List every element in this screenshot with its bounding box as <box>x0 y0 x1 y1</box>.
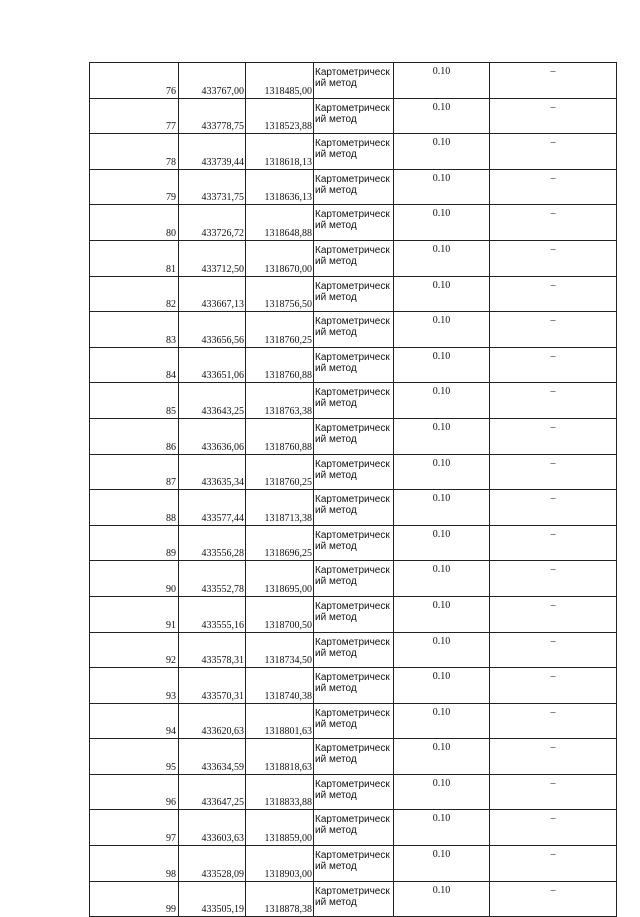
table-row <box>90 846 617 882</box>
point-number-cell: 85 <box>90 383 179 419</box>
y-coordinate-cell: 1318740,38 <box>246 668 314 704</box>
point-number-cell: 84 <box>90 347 179 383</box>
precision-cell: 0.10 <box>394 810 490 846</box>
y-coordinate-cell: 1318523,88 <box>246 98 314 134</box>
point-number-cell: 90 <box>90 561 179 597</box>
y-coordinate-cell: 1318700,50 <box>246 596 314 632</box>
point-number-cell: 82 <box>90 276 179 312</box>
precision-cell: 0.10 <box>394 169 490 205</box>
y-coordinate-cell: 1318696,25 <box>246 525 314 561</box>
coordinates-table-body <box>90 63 617 917</box>
y-coordinate-cell: 1318833,88 <box>246 774 314 810</box>
method-cell: Картометрический метод <box>314 169 394 205</box>
point-number-cell: 88 <box>90 490 179 526</box>
point-number-cell: 83 <box>90 312 179 348</box>
x-coordinate-cell: 433578,31 <box>179 632 246 668</box>
table-row <box>90 561 617 597</box>
point-number-cell: 80 <box>90 205 179 241</box>
point-number-cell: 76 <box>90 63 179 99</box>
x-coordinate-cell: 433556,28 <box>179 525 246 561</box>
precision-cell: 0.10 <box>394 490 490 526</box>
table-row <box>90 881 617 917</box>
table-row <box>90 774 617 810</box>
x-coordinate-cell: 433667,13 <box>179 276 246 312</box>
note-cell: – <box>490 312 617 348</box>
precision-cell: 0.10 <box>394 276 490 312</box>
precision-cell: 0.10 <box>394 846 490 882</box>
table-row <box>90 169 617 205</box>
note-cell: – <box>490 347 617 383</box>
method-cell: Картометрический метод <box>314 98 394 134</box>
precision-cell: 0.10 <box>394 347 490 383</box>
point-number-cell: 81 <box>90 240 179 276</box>
x-coordinate-cell: 433739,44 <box>179 134 246 170</box>
point-number-cell: 99 <box>90 881 179 917</box>
table-row <box>90 63 617 99</box>
note-cell: – <box>490 596 617 632</box>
table-row <box>90 668 617 704</box>
coordinates-table <box>89 62 617 917</box>
precision-cell: 0.10 <box>394 632 490 668</box>
point-number-cell: 86 <box>90 418 179 454</box>
point-number-cell: 98 <box>90 846 179 882</box>
x-coordinate-cell: 433634,59 <box>179 739 246 775</box>
method-cell: Картометрический метод <box>314 383 394 419</box>
method-cell: Картометрический метод <box>314 490 394 526</box>
note-cell: – <box>490 774 617 810</box>
note-cell: – <box>490 703 617 739</box>
x-coordinate-cell: 433647,25 <box>179 774 246 810</box>
table-row <box>90 810 617 846</box>
table-row <box>90 632 617 668</box>
y-coordinate-cell: 1318878,38 <box>246 881 314 917</box>
x-coordinate-cell: 433778,75 <box>179 98 246 134</box>
x-coordinate-cell: 433505,19 <box>179 881 246 917</box>
note-cell: – <box>490 276 617 312</box>
table-row <box>90 276 617 312</box>
note-cell: – <box>490 240 617 276</box>
x-coordinate-cell: 433555,16 <box>179 596 246 632</box>
y-coordinate-cell: 1318763,38 <box>246 383 314 419</box>
table-row <box>90 205 617 241</box>
point-number-cell: 97 <box>90 810 179 846</box>
method-cell: Картометрический метод <box>314 418 394 454</box>
point-number-cell: 96 <box>90 774 179 810</box>
table-row <box>90 418 617 454</box>
note-cell: – <box>490 98 617 134</box>
precision-cell: 0.10 <box>394 668 490 704</box>
y-coordinate-cell: 1318760,88 <box>246 418 314 454</box>
point-number-cell: 93 <box>90 668 179 704</box>
y-coordinate-cell: 1318636,13 <box>246 169 314 205</box>
x-coordinate-cell: 433552,78 <box>179 561 246 597</box>
table-row <box>90 98 617 134</box>
precision-cell: 0.10 <box>394 703 490 739</box>
method-cell: Картометрический метод <box>314 703 394 739</box>
x-coordinate-cell: 433636,06 <box>179 418 246 454</box>
point-number-cell: 91 <box>90 596 179 632</box>
x-coordinate-cell: 433712,50 <box>179 240 246 276</box>
method-cell: Картометрический метод <box>314 668 394 704</box>
method-cell: Картометрический метод <box>314 347 394 383</box>
y-coordinate-cell: 1318756,50 <box>246 276 314 312</box>
precision-cell: 0.10 <box>394 881 490 917</box>
precision-cell: 0.10 <box>394 312 490 348</box>
y-coordinate-cell: 1318734,50 <box>246 632 314 668</box>
y-coordinate-cell: 1318648,88 <box>246 205 314 241</box>
y-coordinate-cell: 1318859,00 <box>246 810 314 846</box>
table-row <box>90 596 617 632</box>
precision-cell: 0.10 <box>394 63 490 99</box>
table-row <box>90 739 617 775</box>
precision-cell: 0.10 <box>394 596 490 632</box>
precision-cell: 0.10 <box>394 454 490 490</box>
method-cell: Картометрический метод <box>314 240 394 276</box>
table-row <box>90 312 617 348</box>
point-number-cell: 92 <box>90 632 179 668</box>
precision-cell: 0.10 <box>394 418 490 454</box>
x-coordinate-cell: 433643,25 <box>179 383 246 419</box>
x-coordinate-cell: 433635,34 <box>179 454 246 490</box>
table-row <box>90 134 617 170</box>
method-cell: Картометрический метод <box>314 774 394 810</box>
table-row <box>90 240 617 276</box>
point-number-cell: 87 <box>90 454 179 490</box>
x-coordinate-cell: 433620,63 <box>179 703 246 739</box>
precision-cell: 0.10 <box>394 774 490 810</box>
note-cell: – <box>490 205 617 241</box>
note-cell: – <box>490 490 617 526</box>
precision-cell: 0.10 <box>394 240 490 276</box>
y-coordinate-cell: 1318713,38 <box>246 490 314 526</box>
y-coordinate-cell: 1318818,63 <box>246 739 314 775</box>
note-cell: – <box>490 418 617 454</box>
y-coordinate-cell: 1318695,00 <box>246 561 314 597</box>
precision-cell: 0.10 <box>394 134 490 170</box>
precision-cell: 0.10 <box>394 383 490 419</box>
point-number-cell: 89 <box>90 525 179 561</box>
method-cell: Картометрический метод <box>314 63 394 99</box>
note-cell: – <box>490 632 617 668</box>
table-row <box>90 347 617 383</box>
note-cell: – <box>490 169 617 205</box>
table-row <box>90 490 617 526</box>
method-cell: Картометрический метод <box>314 525 394 561</box>
method-cell: Картометрический метод <box>314 454 394 490</box>
note-cell: – <box>490 810 617 846</box>
note-cell: – <box>490 739 617 775</box>
y-coordinate-cell: 1318801,63 <box>246 703 314 739</box>
table-row <box>90 454 617 490</box>
y-coordinate-cell: 1318760,88 <box>246 347 314 383</box>
precision-cell: 0.10 <box>394 525 490 561</box>
y-coordinate-cell: 1318618,13 <box>246 134 314 170</box>
precision-cell: 0.10 <box>394 205 490 241</box>
method-cell: Картометрический метод <box>314 596 394 632</box>
y-coordinate-cell: 1318485,00 <box>246 63 314 99</box>
note-cell: – <box>490 881 617 917</box>
table-row <box>90 525 617 561</box>
note-cell: – <box>490 846 617 882</box>
x-coordinate-cell: 433528,09 <box>179 846 246 882</box>
point-number-cell: 77 <box>90 98 179 134</box>
precision-cell: 0.10 <box>394 561 490 597</box>
method-cell: Картометрический метод <box>314 810 394 846</box>
table-row <box>90 383 617 419</box>
note-cell: – <box>490 134 617 170</box>
x-coordinate-cell: 433651,06 <box>179 347 246 383</box>
note-cell: – <box>490 561 617 597</box>
method-cell: Картометрический метод <box>314 739 394 775</box>
method-cell: Картометрический метод <box>314 134 394 170</box>
note-cell: – <box>490 63 617 99</box>
precision-cell: 0.10 <box>394 98 490 134</box>
x-coordinate-cell: 433656,56 <box>179 312 246 348</box>
y-coordinate-cell: 1318760,25 <box>246 454 314 490</box>
x-coordinate-cell: 433570,31 <box>179 668 246 704</box>
point-number-cell: 95 <box>90 739 179 775</box>
note-cell: – <box>490 668 617 704</box>
method-cell: Картометрический метод <box>314 205 394 241</box>
table-row <box>90 703 617 739</box>
y-coordinate-cell: 1318760,25 <box>246 312 314 348</box>
method-cell: Картометрический метод <box>314 881 394 917</box>
point-number-cell: 78 <box>90 134 179 170</box>
x-coordinate-cell: 433577,44 <box>179 490 246 526</box>
method-cell: Картометрический метод <box>314 632 394 668</box>
method-cell: Картометрический метод <box>314 312 394 348</box>
x-coordinate-cell: 433767,00 <box>179 63 246 99</box>
x-coordinate-cell: 433726,72 <box>179 205 246 241</box>
method-cell: Картометрический метод <box>314 276 394 312</box>
note-cell: – <box>490 525 617 561</box>
point-number-cell: 79 <box>90 169 179 205</box>
method-cell: Картометрический метод <box>314 561 394 597</box>
x-coordinate-cell: 433603,63 <box>179 810 246 846</box>
precision-cell: 0.10 <box>394 739 490 775</box>
method-cell: Картометрический метод <box>314 846 394 882</box>
note-cell: – <box>490 383 617 419</box>
y-coordinate-cell: 1318903,00 <box>246 846 314 882</box>
x-coordinate-cell: 433731,75 <box>179 169 246 205</box>
note-cell: – <box>490 454 617 490</box>
point-number-cell: 94 <box>90 703 179 739</box>
y-coordinate-cell: 1318670,00 <box>246 240 314 276</box>
